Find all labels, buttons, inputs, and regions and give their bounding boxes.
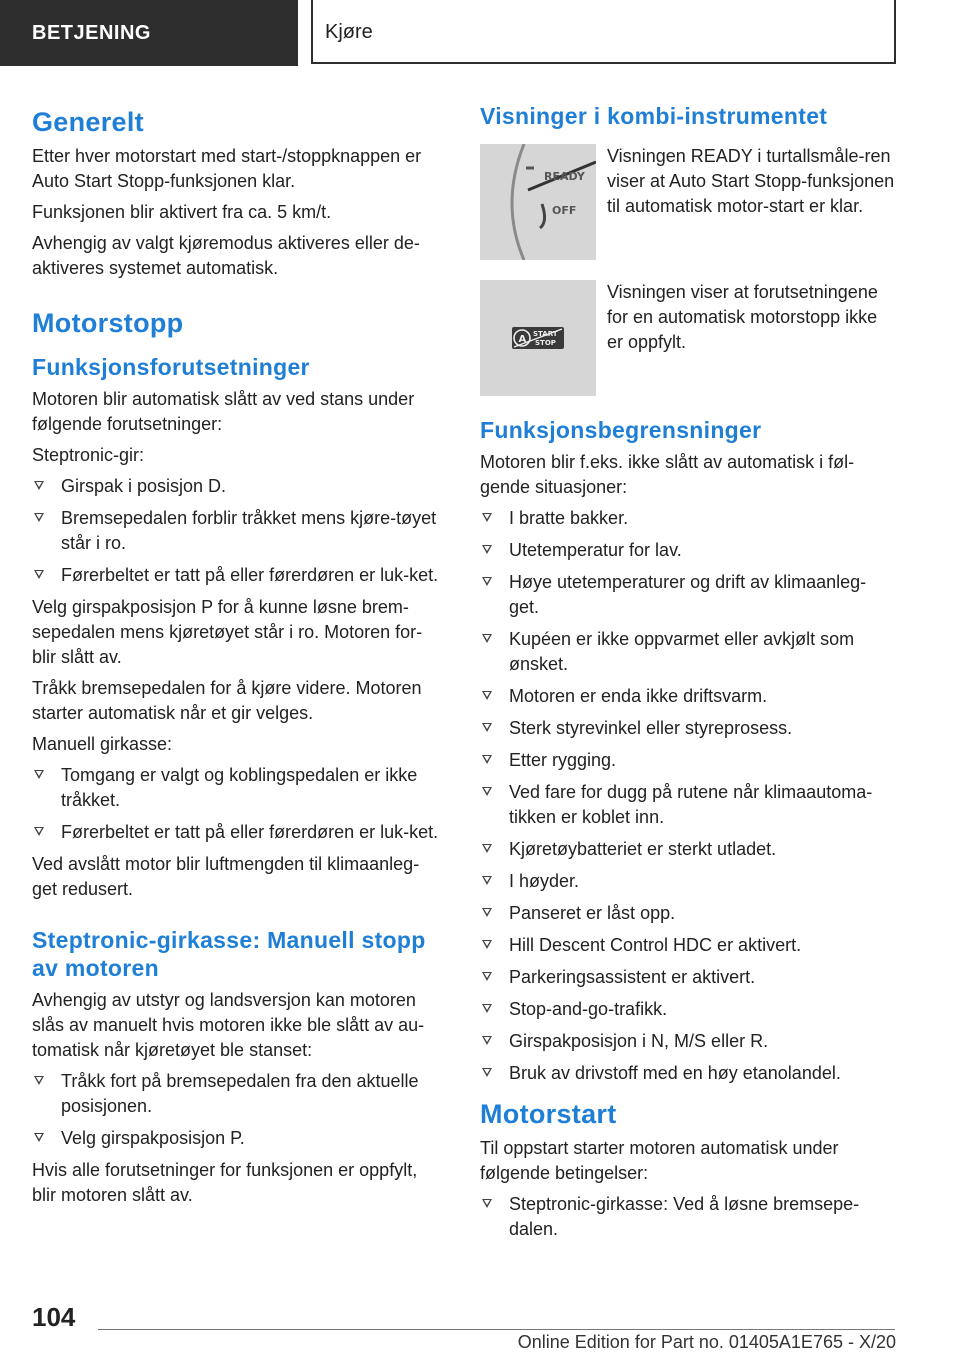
heading-motorstart: Motorstart <box>480 1099 617 1129</box>
page-footer <box>0 1290 960 1362</box>
triangle-bullet-icon <box>482 513 492 522</box>
footer-divider <box>98 1329 895 1330</box>
paragraph: Velg girspakposisjon P for å kunne løsne brem-sepedalen mens kjøretøyet står i ro. Motoren for-blir slått av. <box>32 597 423 667</box>
list-item: Girspakposisjon i N, M/S eller R. <box>480 1029 896 1054</box>
heading-generelt: Generelt <box>32 107 144 137</box>
list-item: Høye utetemperaturer og drift av klimaanleg-get. <box>480 570 896 620</box>
triangle-bullet-icon <box>34 770 44 779</box>
list-item: Førerbeltet er tatt på eller førerdøren er luk-ket. <box>32 563 444 588</box>
paragraph: Steptronic-gir: <box>32 445 145 465</box>
paragraph: Hvis alle forutsetninger for funksjonen er oppfylt, blir motoren slått av. <box>32 1160 418 1205</box>
paragraph: Funksjonen blir aktivert fra ca. 5 km/t. <box>32 202 332 222</box>
triangle-bullet-icon <box>34 1076 44 1085</box>
triangle-bullet-icon <box>482 1068 492 1077</box>
edition-text: Online Edition for Part no. 01405A1E765 - X/20 <box>517 1332 896 1352</box>
paragraph: Motoren blir f.eks. ikke slått av automatisk i føl-gende situasjoner: <box>480 452 855 497</box>
svg-text:START: START <box>533 330 558 338</box>
svg-text:STOP: STOP <box>535 339 556 347</box>
tachometer-icon <box>480 144 596 260</box>
triangle-bullet-icon <box>34 481 44 490</box>
list-item: Hill Descent Control HDC er aktivert. <box>480 933 896 958</box>
auto-start-stop-icon <box>480 280 596 396</box>
paragraph: Motoren blir automatisk slått av ved stans under følgende forutsetninger: <box>32 389 415 434</box>
svg-text:OFF: OFF <box>552 204 577 217</box>
tachometer-ready-image <box>480 144 596 260</box>
triangle-bullet-icon <box>34 1133 44 1142</box>
list-item: Stop-and-go-trafikk. <box>480 997 896 1022</box>
section-tab: BETJENING <box>0 0 298 66</box>
list-item: Parkeringsassistent er aktivert. <box>480 965 896 990</box>
triangle-bullet-icon <box>482 755 492 764</box>
svg-text:READY: READY <box>544 170 585 183</box>
left-column <box>32 100 444 1214</box>
svg-text:A: A <box>518 334 527 345</box>
list-item: Velg girspakposisjon P. <box>32 1126 444 1151</box>
paragraph: Til oppstart starter motoren automatisk under følgende betingelser: <box>480 1138 839 1183</box>
chapter-title: Kjøre <box>311 0 896 64</box>
list-item: Utetemperatur for lav. <box>480 538 896 563</box>
triangle-bullet-icon <box>482 1199 492 1208</box>
list-item: Etter rygging. <box>480 748 896 773</box>
paragraph: Avhengig av utstyr og landsversjon kan motoren slås av manuelt hvis motoren ikke ble slått av au-tomatisk når kjøretøyet ble stanset: <box>32 990 425 1060</box>
triangle-bullet-icon <box>482 844 492 853</box>
triangle-bullet-icon <box>34 513 44 522</box>
list-item: Steptronic-girkasse: Ved å løsne bremsepe-dalen. <box>480 1192 896 1242</box>
triangle-bullet-icon <box>482 723 492 732</box>
list-item: I høyder. <box>480 869 896 894</box>
triangle-bullet-icon <box>34 570 44 579</box>
list-item: Kjøretøybatteriet er sterkt utladet. <box>480 837 896 862</box>
paragraph: Avhengig av valgt kjøremodus aktiveres eller de-aktiveres systemet automatisk. <box>32 233 420 278</box>
triangle-bullet-icon <box>482 940 492 949</box>
triangle-bullet-icon <box>482 1036 492 1045</box>
right-column <box>480 100 896 1249</box>
motorstart-list <box>480 1192 896 1242</box>
heading-visninger: Visninger i kombi-instrumentet <box>480 103 828 129</box>
list-item: Ved fare for dugg på rutene når klimaautoma-tikken er koblet inn. <box>480 780 896 830</box>
list-item: Førerbeltet er tatt på eller førerdøren er luk-ket. <box>32 820 444 845</box>
list-item: Sterk styrevinkel eller styreprosess. <box>480 716 896 741</box>
figure-not-ready <box>480 280 896 396</box>
paragraph: Manuell girkasse: <box>32 734 173 754</box>
paragraph: Etter hver motorstart med start-/stoppknappen er Auto Start Stopp-funksjonen klar. <box>32 146 422 191</box>
list-item: Motoren er enda ikke driftsvarm. <box>480 684 896 709</box>
manuell-list <box>32 763 444 845</box>
paragraph: Ved avslått motor blir luftmengden til klimaanleg-get redusert. <box>32 854 420 899</box>
figure-caption: Visningen READY i turtallsmåle-ren viser at Auto Start Stopp-funksjonen til automatisk motor-start er klar. <box>607 146 895 216</box>
triangle-bullet-icon <box>482 908 492 917</box>
triangle-bullet-icon <box>482 787 492 796</box>
list-item: Panseret er låst opp. <box>480 901 896 926</box>
triangle-bullet-icon <box>482 577 492 586</box>
manuell-stopp-list <box>32 1069 444 1151</box>
heading-motorstopp: Motorstopp <box>32 308 184 338</box>
list-item: Tråkk fort på bremsepedalen fra den aktuelle posisjonen. <box>32 1069 444 1119</box>
list-item: Bremsepedalen forblir tråkket mens kjøre-tøyet står i ro. <box>32 506 444 556</box>
page-number: 104 <box>32 1302 76 1332</box>
triangle-bullet-icon <box>482 634 492 643</box>
list-item: Kupéen er ikke oppvarmet eller avkjølt som ønsket. <box>480 627 896 677</box>
heading-manuell-stopp: Steptronic-girkasse: Manuell stopp av motoren <box>32 927 426 981</box>
steptronic-list <box>32 474 444 588</box>
figure-ready <box>480 144 896 260</box>
triangle-bullet-icon <box>482 876 492 885</box>
list-item: I bratte bakker. <box>480 506 896 531</box>
list-item: Girspak i posisjon D. <box>32 474 444 499</box>
triangle-bullet-icon <box>34 827 44 836</box>
triangle-bullet-icon <box>482 545 492 554</box>
heading-funksjonsforutsetninger: Funksjonsforutsetninger <box>32 354 310 380</box>
list-item: Tomgang er valgt og koblingspedalen er ikke tråkket. <box>32 763 444 813</box>
figure-caption: Visningen viser at forutsetningene for en automatisk motorstopp ikke er oppfylt. <box>607 282 878 352</box>
auto-start-stop-image <box>480 280 596 396</box>
begrensninger-list <box>480 506 896 1086</box>
triangle-bullet-icon <box>482 1004 492 1013</box>
heading-funksjonsbegrensninger: Funksjonsbegrensninger <box>480 417 762 443</box>
triangle-bullet-icon <box>482 691 492 700</box>
triangle-bullet-icon <box>482 972 492 981</box>
page-header <box>0 0 960 66</box>
list-item: Bruk av drivstoff med en høy etanolandel. <box>480 1061 896 1086</box>
paragraph: Tråkk bremsepedalen for å kjøre videre. Motoren starter automatisk når et gir velges. <box>32 678 422 723</box>
